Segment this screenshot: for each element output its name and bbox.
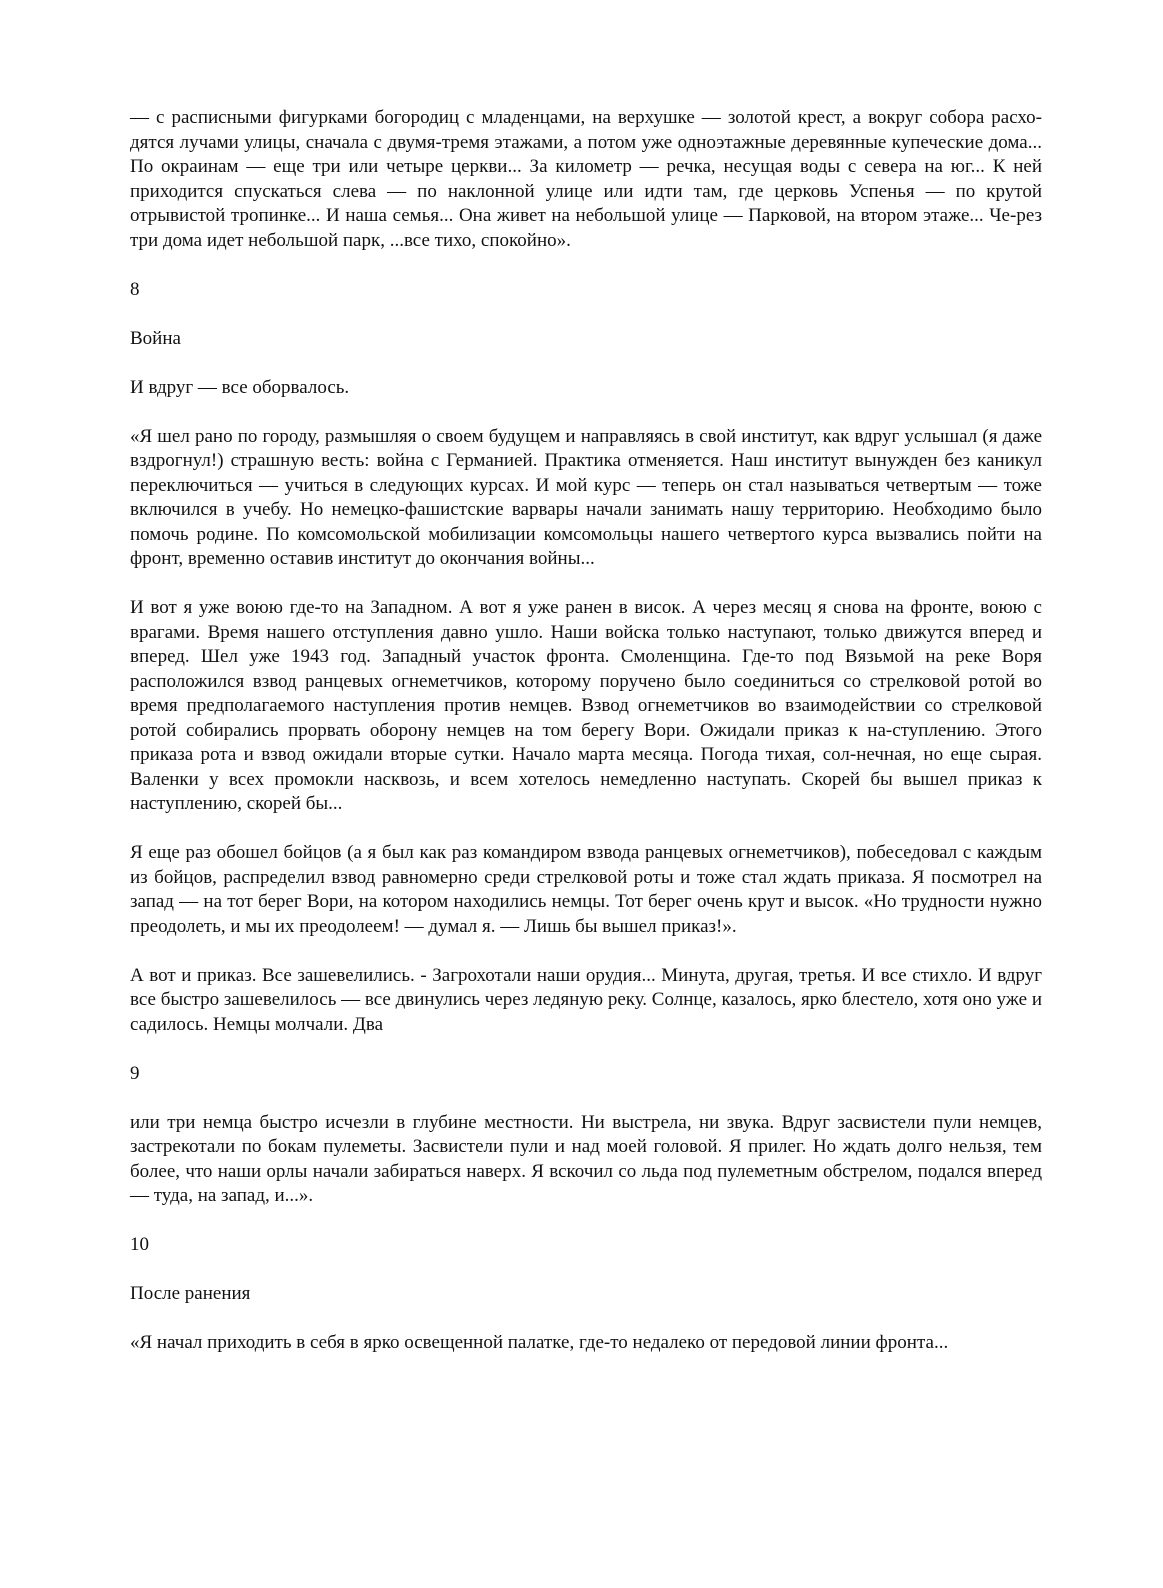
paragraph-attack: или три немца быстро исчезли в глубине местности. Ни выстрела, ни звука. Вдруг засвистели пули немцев, застрекотали по бокам пулеметы. Засвистели пули и над моей головой. Я прилег. Но ждать долго нельзя, тем более, что наши орлы начали забираться наверх. Я вскочил со льда под пулеметным обстрелом, подался вперед — туда, на запад, и...». (130, 1111, 1042, 1206)
paragraph-western-front: И вот я уже воюю где-то на Западном. А вот я уже ранен в висок. А через месяц я снова на фронте, воюю с врагами. Время нашего отступления давно ушло. Наши войска только наступают, только движутся вперед и вперед. Шел уже 1943 год. Западный участок фронта. Смоленщина. Где-то под Вязьмой на реке Воря расположился взвод ранцевых огнеметчиков, которому поручено было соединиться со стрелковой ротой во время предполагаемого наступления против немцев. Взвод огнеметчиков во взаимодействии со стрелковой ротой собирались прорвать оборону немцев на том берегу Вори. Ожидали приказ к на-ступлению. Этого приказа рота и взвод ожидали вторые сутки. Начало марта месяца. Погода тихая, сол-нечная, но еще сырая. Валенки у всех промокли насквозь, и всем хотелось немедленно наступать. Скорей бы вышел приказ к наступлению, скорей бы... (130, 597, 1042, 814)
paragraph-waking-up: «Я начал приходить в себя в ярко освещенной палатке, где-то недалеко от передовой линии фронта... (130, 1332, 949, 1353)
paragraph-order-given: А вот и приказ. Все зашевелились. - Загрохотали наши орудия... Минута, другая, третья. И все стихло. И вдруг все быстро зашевелилось — все двинулись через ледяную реку. Солнце, казалось, ярко блестело, хотя оно уже и садилось. Немцы молчали. Два (130, 964, 1042, 1035)
section-heading-war: Война (130, 327, 181, 349)
paragraph-sudden-break: И вдруг — все оборвалось. (130, 376, 350, 398)
paragraph-war-news: «Я шел рано по городу, размышляя о своем будущем и направляясь в свой институт, как вдруг услышал (я даже вздрогнул!) страшную весть: война с Германией. Практика отменяется. Наш институт вынужден без каникул переключиться — учиться в следующих курсах. И мой курс — теперь он стал называться четвертым — тоже включился в учебу. Но немецко-фашистские варвары начали занимать нашу территорию. Необходимо было помочь родине. По комсомольской мобилизации комсомольцы нашего четвертого курса вызвались пойти на фронт, временно оставив институт до окончания войны... (130, 425, 1042, 569)
page-number-8: 8 (130, 278, 140, 300)
section-heading-after-wound: После ранения (130, 1283, 251, 1304)
page-number-10: 10 (130, 1234, 149, 1255)
paragraph-city-description: — с расписными фигурками богородиц с младенцами, на верхушке — золотой крест, а вокруг собора расхо-дятся лучами улицы, сначала с двумя-тремя этажами, а потом уже одноэтажные деревянные купеческие дома... По окраинам — еще три или четыре церкви... За километр — речка, несущая воды с севера на юг... К ней приходится спускаться слева — по наклонной улице или идти там, где церковь Успенья — по крутой отрывистой тропинке... И наша семья... Она живет на небольшой улице — Парковой, на втором этаже... Че-рез три дома идет небольшой парк, ...все тихо, спокойно». (130, 107, 1042, 251)
paragraph-awaiting-order: Я еще раз обошел бойцов (а я был как раз командиром взвода ранцевых огнеметчиков), побеседовал с каждым из бойцов, распределил взвод равномерно среди стрелковой роты и тоже стал ждать приказа. Я посмотрел на запад — на тот берег Вори, на котором находились немцы. Тот берег очень крут и высок. «Но трудности нужно преодолеть, и мы их преодолеем! — думал я. — Лишь бы вышел приказ!». (130, 842, 1042, 937)
page-number-9: 9 (130, 1062, 140, 1084)
document-page (130, 106, 1042, 1380)
